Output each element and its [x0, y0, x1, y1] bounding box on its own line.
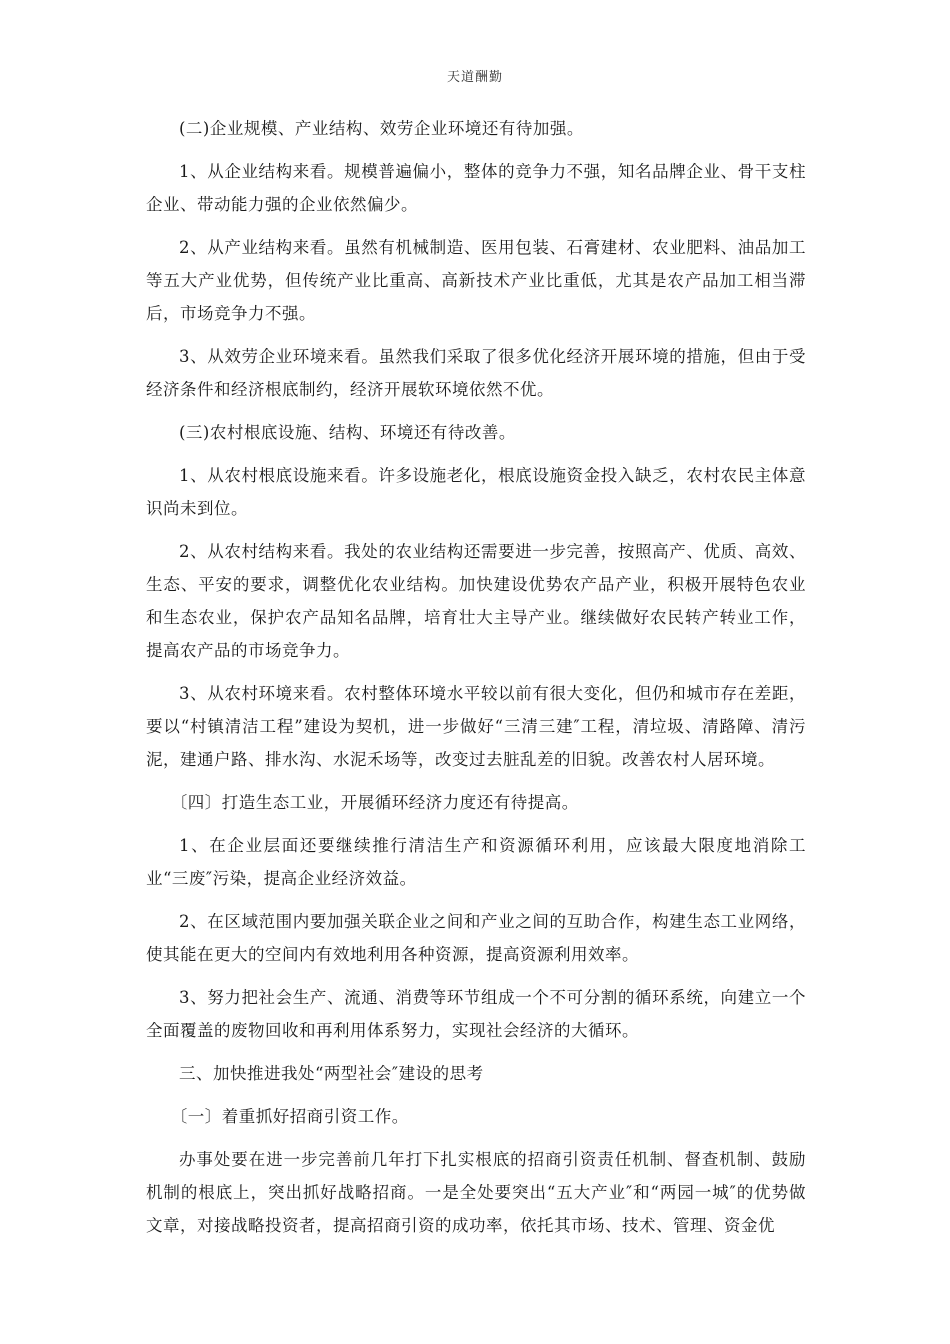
paragraph: 1、从企业结构来看。规模普遍偏小，整体的竞争力不强，知名品牌企业、骨干支柱企业、带动能力强的企业依然偏少。 — [146, 162, 806, 214]
chapter-heading: 三、加快推进我处“两型社会″建设的思考 — [179, 1064, 484, 1083]
section-heading: 〔一〕着重抓好招商引资工作。 — [170, 1107, 409, 1126]
paragraph: 1、从农村根底设施来看。许多设施老化，根底设施资金投入缺乏，农村农民主体意识尚未到位。 — [146, 466, 806, 518]
paragraph: 办事处要在进一步完善前几年打下扎实根底的招商引资责任机制、督查机制、鼓励机制的根底上，突出抓好战略招商。一是全处要突出“五大产业″和“两园一城″的优势做文章，对接战略投资者，提高招商引资的成功率，依托其市场、技术、管理、资金优 — [146, 1150, 806, 1235]
section-heading: (三)农村根底设施、结构、环境还有待改善。 — [179, 423, 516, 442]
section-heading: (二)企业规模、产业结构、效劳企业环境还有待加强。 — [179, 119, 584, 138]
paragraph: 1、在企业层面还要继续推行清洁生产和资源循环利用，应该最大限度地消除工业“三废″污染，提高企业经济效益。 — [146, 836, 806, 888]
page-header: 天道酬勤 — [446, 70, 503, 85]
paragraph: 2、从产业结构来看。虽然有机械制造、医用包装、石膏建材、农业肥料、油品加工等五大产业优势，但传统产业比重高、高新技术产业比重低，尤其是农产品加工相当滞后，市场竞争力不强。 — [146, 238, 806, 323]
paragraph: 2、在区域范围内要加强关联企业之间和产业之间的互助合作，构建生态工业网络，使其能在更大的空间内有效地利用各种资源，提高资源利用效率。 — [146, 912, 806, 964]
paragraph: 3、从效劳企业环境来看。虽然我们采取了很多优化经济开展环境的措施，但由于受经济条件和经济根底制约，经济开展软环境依然不优。 — [146, 347, 806, 399]
document-body — [146, 112, 806, 1252]
paragraph: 3、努力把社会生产、流通、消费等环节组成一个不可分割的循环系统，向建立一个全面覆盖的废物回收和再利用体系努力，实现社会经济的大循环。 — [146, 988, 806, 1040]
section-heading: 〔四〕打造生态工业，开展循环经济力度还有待提高。 — [170, 793, 579, 812]
paragraph: 3、从农村环境来看。农村整体环境水平较以前有很大变化，但仍和城市存在差距，要以“村镇清洁工程”建设为契机，进一步做好“三清三建″工程，清垃圾、清路障、清污泥，建通户路、排水沟、水泥禾场等，改变过去脏乱差的旧貌。改善农村人居环境。 — [146, 684, 806, 769]
paragraph: 2、从农村结构来看。我处的农业结构还需要进一步完善，按照高产、优质、高效、生态、平安的要求，调整优化农业结构。加快建设优势农产品产业，积极开展特色农业和生态农业，保护农产品知名品牌，培育壮大主导产业。继续做好农民转产转业工作，提高农产品的市场竞争力。 — [146, 542, 806, 660]
